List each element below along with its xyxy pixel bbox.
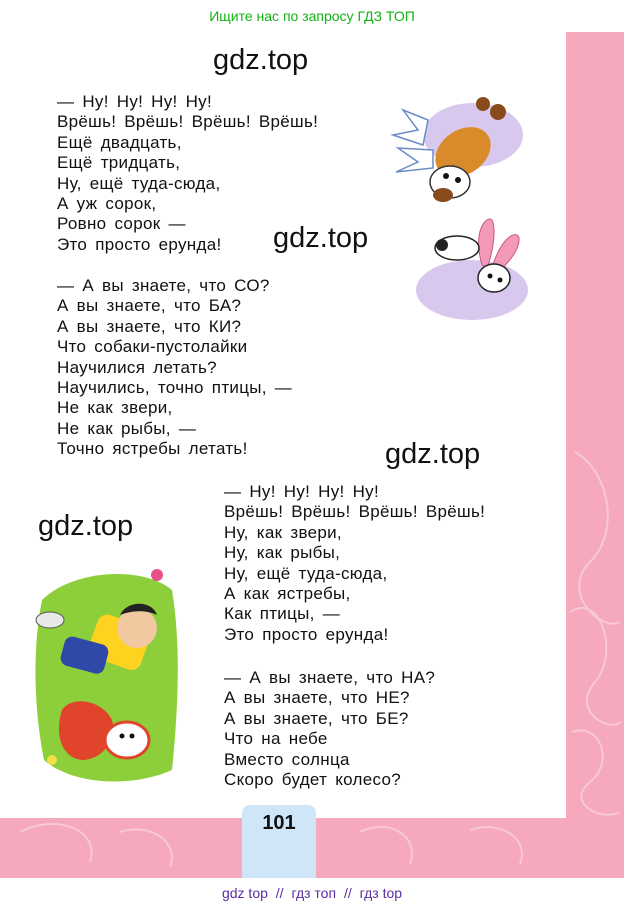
- poem-line: Вместо солнца: [224, 749, 350, 769]
- poem-line: Не как рыбы, —: [57, 418, 197, 438]
- flying-dog-illustration: [388, 90, 528, 230]
- poem-line: — Ну! Ну! Ну! Ну!: [224, 482, 379, 501]
- poem-line: А уж сорок,: [57, 194, 157, 214]
- poem-line: Скоро будет колесо?: [224, 770, 401, 790]
- poem-line: Ну, ещё туда-сюда,: [224, 563, 388, 583]
- poem-line: Врёшь! Врёшь! Врёшь! Врёшь!: [224, 502, 486, 522]
- poem-line: — А вы знаете, что НА?: [224, 668, 436, 687]
- poem-line: Ещё двадцать,: [57, 132, 182, 152]
- poem-line: Это просто ерунда!: [224, 624, 389, 644]
- poem-line: Ну, ещё туда-сюда,: [57, 173, 221, 193]
- poem-stanza-3: [224, 482, 485, 645]
- poem-line: Что на небе: [224, 729, 328, 749]
- poem-line: Это просто ерунда!: [57, 234, 222, 254]
- top-banner[interactable]: Ищите нас по запросу ГДЗ ТОП: [209, 8, 415, 24]
- poem-line: Точно ястребы летать!: [57, 439, 248, 459]
- watermark: gdz.top: [213, 44, 309, 76]
- poem-line: Врёшь! Врёшь! Врёшь! Врёшь!: [57, 112, 319, 132]
- footer-link[interactable]: gdz top: [221, 885, 268, 901]
- cloud-dog-illustration: [412, 210, 532, 325]
- poem-line: Ещё тридцать,: [57, 153, 181, 173]
- footer-link[interactable]: гдз top: [359, 885, 403, 901]
- watermark: gdz.top: [385, 438, 481, 470]
- poem-line: Научилися летать?: [57, 357, 217, 377]
- footer-separator: //: [275, 885, 284, 901]
- poem-stanza-2: [57, 276, 292, 460]
- poem-line: А как ястребы,: [224, 584, 351, 604]
- footer-separator: //: [343, 885, 352, 901]
- poem-stanza-1: [57, 92, 318, 255]
- footer-link[interactable]: гдз топ: [291, 885, 337, 901]
- poem-line: — А вы знаете, что СО?: [57, 276, 270, 295]
- watermark: gdz.top: [273, 222, 369, 254]
- poem-line: Ну, как рыбы,: [224, 543, 341, 563]
- watermark: gdz.top: [38, 510, 134, 542]
- poem-line: Ну, как звери,: [224, 522, 342, 542]
- poem-line: А вы знаете, что НЕ?: [224, 688, 410, 708]
- boy-and-cat-illustration: [32, 560, 182, 788]
- poem-stanza-4: [224, 668, 435, 790]
- poem-line: Не как звери,: [57, 398, 173, 418]
- poem-line: Что собаки-пустолайки: [57, 337, 248, 357]
- poem-line: Ровно сорок —: [57, 214, 186, 234]
- poem-line: Как птицы, —: [224, 604, 341, 624]
- page-number: 101: [262, 812, 296, 834]
- poem-line: А вы знаете, что БА?: [57, 296, 242, 316]
- poem-line: Научились, точно птицы, —: [57, 378, 293, 398]
- footer-links: [0, 878, 624, 910]
- poem-line: А вы знаете, что КИ?: [57, 316, 242, 336]
- poem-line: — Ну! Ну! Ну! Ну!: [57, 92, 212, 111]
- poem-line: А вы знаете, что БЕ?: [224, 708, 409, 728]
